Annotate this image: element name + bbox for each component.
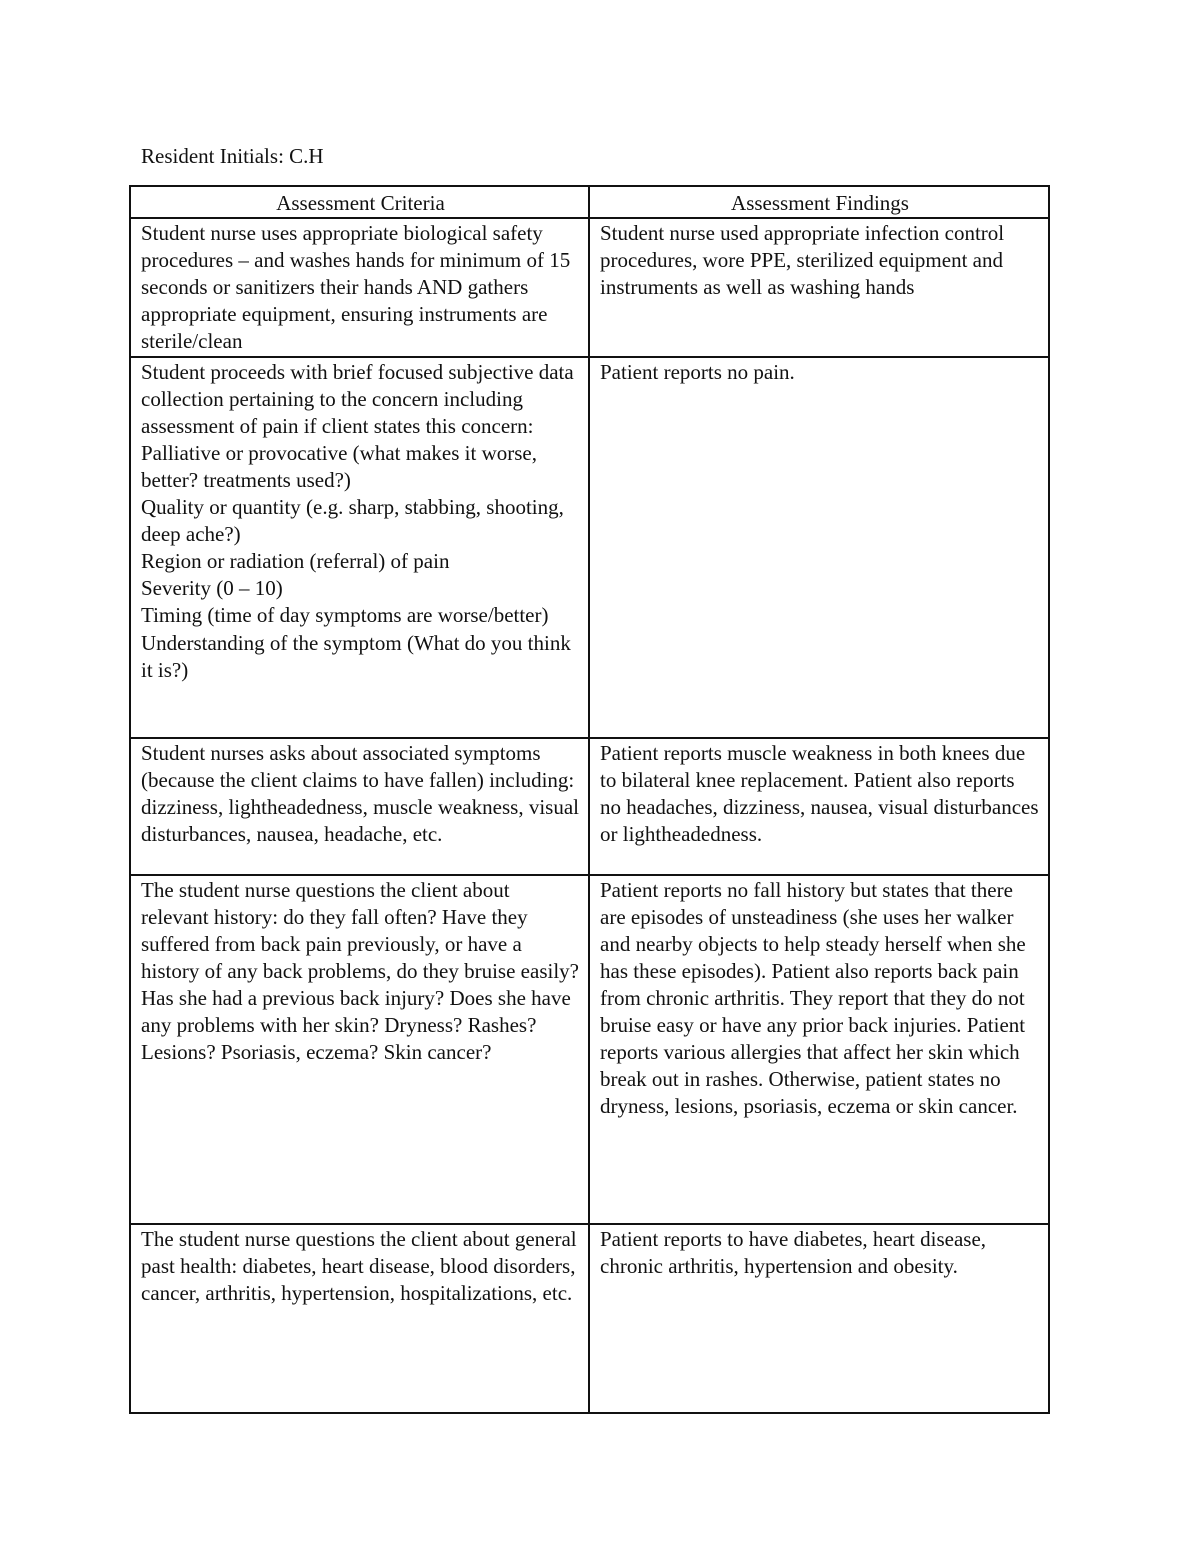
criteria-cell-biological-safety: Student nurse uses appropriate biological safety procedures – and washes hands for minimum of 15 seconds or sanitizers their hands AND gathers appropriate equipment, ensuring instruments are sterile/clean [130, 218, 589, 356]
table-row [130, 357, 1049, 738]
criteria-cell-associated-symptoms: Student nurses asks about associated symptoms (because the client claims to have fallen) including: dizziness, lightheadedness, muscle weakness, visual disturbances, nausea, headache, etc. [130, 738, 589, 875]
pain-assessment-intro: Student proceeds with brief focused subjective data collection pertaining to the concern including assessment of pain if client states this concern: [141, 359, 574, 438]
table-row [130, 1224, 1049, 1413]
header-assessment-criteria: Assessment Criteria [130, 186, 589, 218]
criteria-cell-pain-assessment [130, 357, 589, 738]
findings-cell-pain-assessment: Patient reports no pain. [589, 357, 1049, 738]
assessment-table [129, 185, 1050, 1414]
criteria-cell-relevant-history: The student nurse questions the client about relevant history: do they fall often? Have they suffered from back pain previously, or have a history of any back problems, do they bruise easily? Has she had a previous back injury? Does she have any problems with her skin? Dryness? Rashes? Lesions? Psoriasis, eczema? Skin cancer? [130, 875, 589, 1224]
findings-cell-associated-symptoms: Patient reports muscle weakness in both knees due to bilateral knee replacement. Patient also reports no headaches, dizziness, nausea, visual disturbances or lightheadedness. [589, 738, 1049, 875]
table-row [130, 875, 1049, 1224]
pain-item-region: Region or radiation (referral) of pain [141, 549, 450, 574]
findings-cell-past-health: Patient reports to have diabetes, heart disease, chronic arthritis, hypertension and obesity. [589, 1224, 1049, 1413]
pain-item-severity: Severity (0 – 10) [141, 576, 283, 601]
findings-cell-relevant-history: Patient reports no fall history but states that there are episodes of unsteadiness (she uses her walker and nearby objects to help steady herself when she has these episodes). Patient also reports back pain from chronic arthritis. They report that they do not bruise easy or have any prior back injuries. Patient reports various allergies that affect her skin which break out in rashes. Otherwise, patient states no dryness, lesions, psoriasis, eczema or skin cancer. [589, 875, 1049, 1224]
pain-item-understanding: Understanding of the symptom (What do you think it is?) [141, 630, 571, 682]
header-assessment-findings: Assessment Findings [589, 186, 1049, 218]
pain-item-quality: Quality or quantity (e.g. sharp, stabbing, shooting, deep ache?) [141, 495, 564, 547]
findings-cell-biological-safety: Student nurse used appropriate infection control procedures, wore PPE, sterilized equipment and instruments as well as washing hands [589, 218, 1049, 356]
resident-initials: Resident Initials: C.H [141, 144, 324, 168]
criteria-cell-past-health: The student nurse questions the client about general past health: diabetes, heart disease, blood disorders, cancer, arthritis, hypertension, hospitalizations, etc. [130, 1224, 589, 1413]
pain-item-palliative: Palliative or provocative (what makes it worse, better? treatments used?) [141, 440, 537, 492]
table-row [130, 218, 1049, 356]
table-header-row [130, 186, 1049, 218]
table-row [130, 738, 1049, 875]
pain-item-timing: Timing (time of day symptoms are worse/better) [141, 603, 549, 628]
